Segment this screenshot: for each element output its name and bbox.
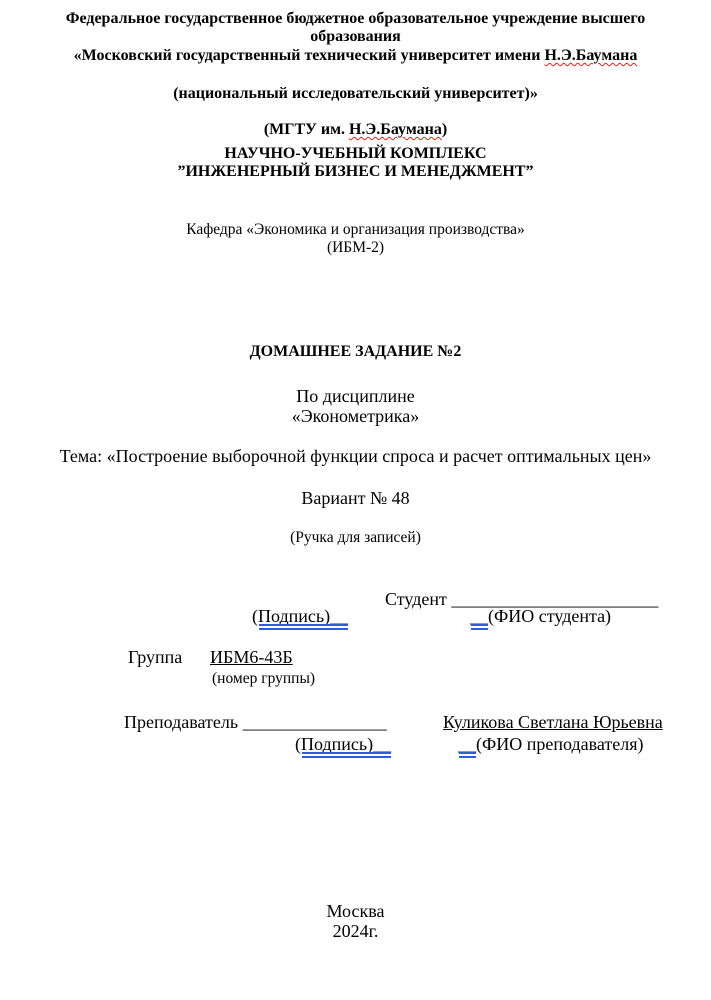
grammar-underlined-signature-word: Подпись)__ bbox=[258, 606, 349, 626]
teacher-label: Преподаватель bbox=[124, 712, 239, 732]
assignment-title-line bbox=[0, 343, 711, 361]
teacher-fio-caption bbox=[458, 734, 644, 755]
student-name-blank-line: _______________________ bbox=[451, 589, 659, 609]
header-line-university bbox=[0, 47, 711, 65]
paren-open: ( bbox=[295, 734, 301, 754]
teacher-name-text: Куликова Светлана Юрьевна bbox=[443, 712, 663, 732]
header-line-institution-1 bbox=[0, 10, 711, 28]
teacher-signature-caption bbox=[295, 734, 391, 755]
discipline-label: По дисциплине bbox=[296, 386, 415, 406]
topic-line bbox=[0, 446, 711, 467]
abbrev-suffix: ) bbox=[441, 121, 448, 138]
product-line bbox=[0, 529, 711, 547]
assignment-title: ДОМАШНЕЕ ЗАДАНИЕ №2 bbox=[249, 343, 462, 360]
teacher-row bbox=[124, 712, 387, 733]
student-signature-caption bbox=[252, 606, 348, 627]
student-fio-label: (ФИО студента) bbox=[488, 606, 612, 626]
misspelled-word-bauman: Н.Э.Баумана bbox=[544, 47, 638, 64]
variant-number: Вариант № 48 bbox=[301, 488, 410, 508]
group-label-text: Группа bbox=[128, 647, 183, 667]
header-complex-line-2 bbox=[0, 163, 711, 181]
paren-open: ( bbox=[252, 606, 258, 626]
department-code-line bbox=[0, 239, 711, 257]
footer-year-line bbox=[0, 921, 711, 942]
header-text: (национальный исследовательский университет)» bbox=[173, 85, 538, 102]
group-number bbox=[210, 647, 293, 668]
group-caption bbox=[212, 670, 315, 688]
department-line bbox=[0, 221, 711, 239]
city: Москва bbox=[326, 901, 385, 921]
teacher-name bbox=[443, 712, 663, 733]
year: 2024г. bbox=[332, 921, 379, 941]
university-name: «Московский государственный технический университет имени bbox=[73, 47, 545, 64]
grammar-underlined-blank: __ bbox=[458, 734, 476, 754]
header-text: образования bbox=[310, 28, 401, 45]
abbrev-prefix: (МГТУ им. bbox=[263, 121, 349, 138]
group-caption-text: (номер группы) bbox=[212, 670, 316, 687]
product-name: (Ручка для записей) bbox=[290, 529, 421, 546]
header-line-mgtu-abbrev bbox=[0, 121, 711, 139]
header-complex-line-1 bbox=[0, 145, 711, 163]
header-text: Федеральное государственное бюджетное образовательное учреждение высшего bbox=[65, 10, 646, 27]
grammar-underlined-signature-word: Подпись)__ bbox=[301, 734, 392, 754]
teacher-fio-label: (ФИО преподавателя) bbox=[476, 734, 644, 754]
group-label bbox=[128, 647, 182, 668]
header-text: НАУЧНО-УЧЕБНЫЙ КОМПЛЕКС bbox=[224, 145, 487, 162]
department-code: (ИБМ-2) bbox=[326, 239, 385, 256]
variant-line bbox=[0, 488, 711, 509]
discipline-label-line bbox=[0, 386, 711, 407]
department-name: Кафедра «Экономика и организация производства» bbox=[186, 221, 525, 238]
header-line-national-research bbox=[0, 85, 711, 103]
topic-text: Тема: «Построение выборочной функции спроса и расчет оптимальных цен» bbox=[59, 446, 652, 466]
header-text: ”ИНЖЕНЕРНЫЙ БИЗНЕС И МЕНЕДЖМЕНТ” bbox=[177, 163, 534, 180]
group-number-text: ИБМ6-43Б bbox=[210, 647, 293, 667]
teacher-signature-blank-line: ________________ bbox=[242, 712, 387, 732]
grammar-underlined-blank: __ bbox=[470, 606, 488, 626]
student-fio-caption bbox=[470, 606, 611, 627]
footer-city-line bbox=[0, 901, 711, 922]
misspelled-word-bauman-2: Н.Э.Баумана bbox=[348, 121, 442, 138]
student-label: Студент bbox=[385, 589, 447, 609]
header-line-institution-2 bbox=[0, 28, 711, 46]
discipline-name: «Эконометрика» bbox=[291, 406, 420, 426]
discipline-name-line bbox=[0, 406, 711, 427]
